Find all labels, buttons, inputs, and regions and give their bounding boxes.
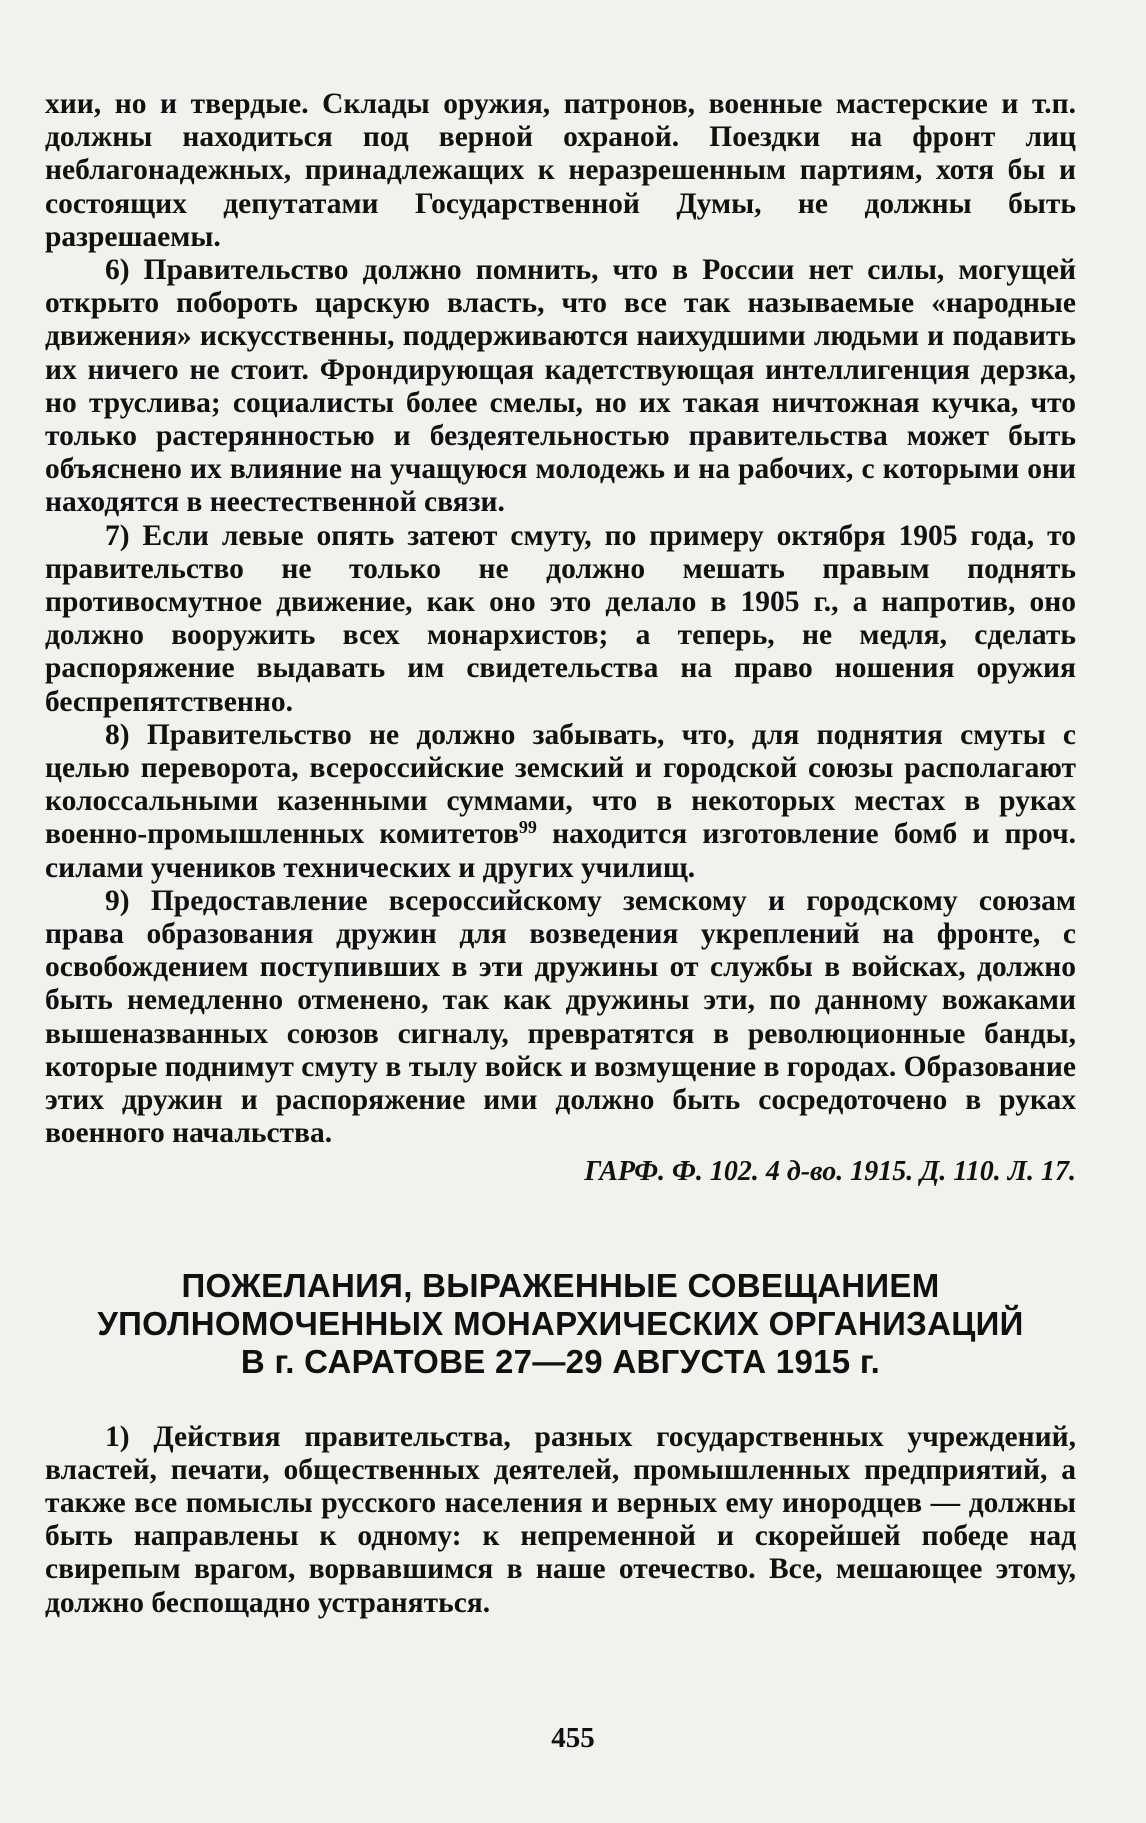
archive-source-reference: ГАРФ. Ф. 102. 4 д-во. 1915. Д. 110. Л. 17. [584,1155,1076,1187]
paragraph-9: 9) Предоставление всероссийскому земскому и городскому союзам права образования дружин для возведения укреплений на фронте, с освобождением поступивших в эти дружины от службы в войсках, должно быть немедленно отменено, так как дружины эти, по данному вожаками вышеназванных союзов сигналу, превратятся в революционные банды, которые поднимут смуту в тылу войск и возмущение в городах. Образование этих дружин и распоряжение ими должно быть сосредоточено в руках военного начальства. [45,884,1076,1150]
page-number: 455 [551,1722,595,1754]
paragraph-8-text-end: находится изготовление бомб и проч. силами учеников технических и других училищ. [45,818,1076,884]
section-heading-line-1: ПОЖЕЛАНИЯ, ВЫРАЖЕННЫЕ СОВЕЩАНИЕМ [181,1266,940,1304]
section-heading [45,1267,1076,1381]
paragraph-continuation: хии, но и твердые. Склады оружия, патронов, военные мастерские и т.п. должны находиться под верной охраной. Поездки на фронт лиц неблагонадежных, принадлежащих к неразрешенным партиям, хотя бы и состоящих депутатами Государственной Думы, не должны быть разрешаемы. [45,88,1076,253]
section-heading-line-2: УПОЛНОМОЧЕННЫХ МОНАРХИЧЕСКИХ ОРГАНИЗАЦИЙ [97,1304,1024,1342]
section-heading-line-3: В г. САРАТОВЕ 27—29 АВГУСТА 1915 г. [240,1342,881,1380]
document-body [45,88,1076,1151]
section-body [45,1421,1076,1620]
paragraph-7: 7) Если левые опять затеют смуту, по примеру октября 1905 года, то правительство не только не должно мешать правым поднять противосмутное движение, как оно это делало в 1905 г., а напротив, оно должно вооружить всех монархистов; а теперь, не медля, сделать распоряжение выдавать им свидетельства на право ношения оружия беспрепятственно. [45,519,1076,718]
paragraph-8-text-start: 8) Правительство не должно забывать, что, для поднятия смуты с целью переворота, всероссийские земский и городской союзы располагают колоссальными казенными суммами, что в некоторых местах в руках военно-промышленных комитетов [45,718,1076,851]
section-paragraph-1: 1) Действия правительства, разных государственных учреждений, властей, печати, общественных деятелей, промышленных предприятий, а также все помыслы русского населения и верных ему инородцев — должны быть направлены к одному: к непременной и скорейшей победе над свирепым врагом, ворвавшимся в наше отечество. Все, мешающее этому, должно беспощадно устраняться. [45,1420,1076,1619]
footnote-reference: 99 [518,817,537,838]
paragraph-6: 6) Правительство должно помнить, что в России нет силы, могущей открыто побороть царскую власть, что все так называемые «народные движения» искусственны, поддерживаются наихудшими людьми и подавить их ничего не стоит. Фрондирующая кадетствующая интеллигенция дерзка, но труслива; социалисты более смелы, но их такая ничтожная кучка, что только растерянностью и бездеятельностью правительства может быть объяснено их влияние на учащуюся молодежь и на рабочих, с которыми они находятся в неестественной связи. [45,254,1076,519]
paragraph-8 [45,719,1076,885]
